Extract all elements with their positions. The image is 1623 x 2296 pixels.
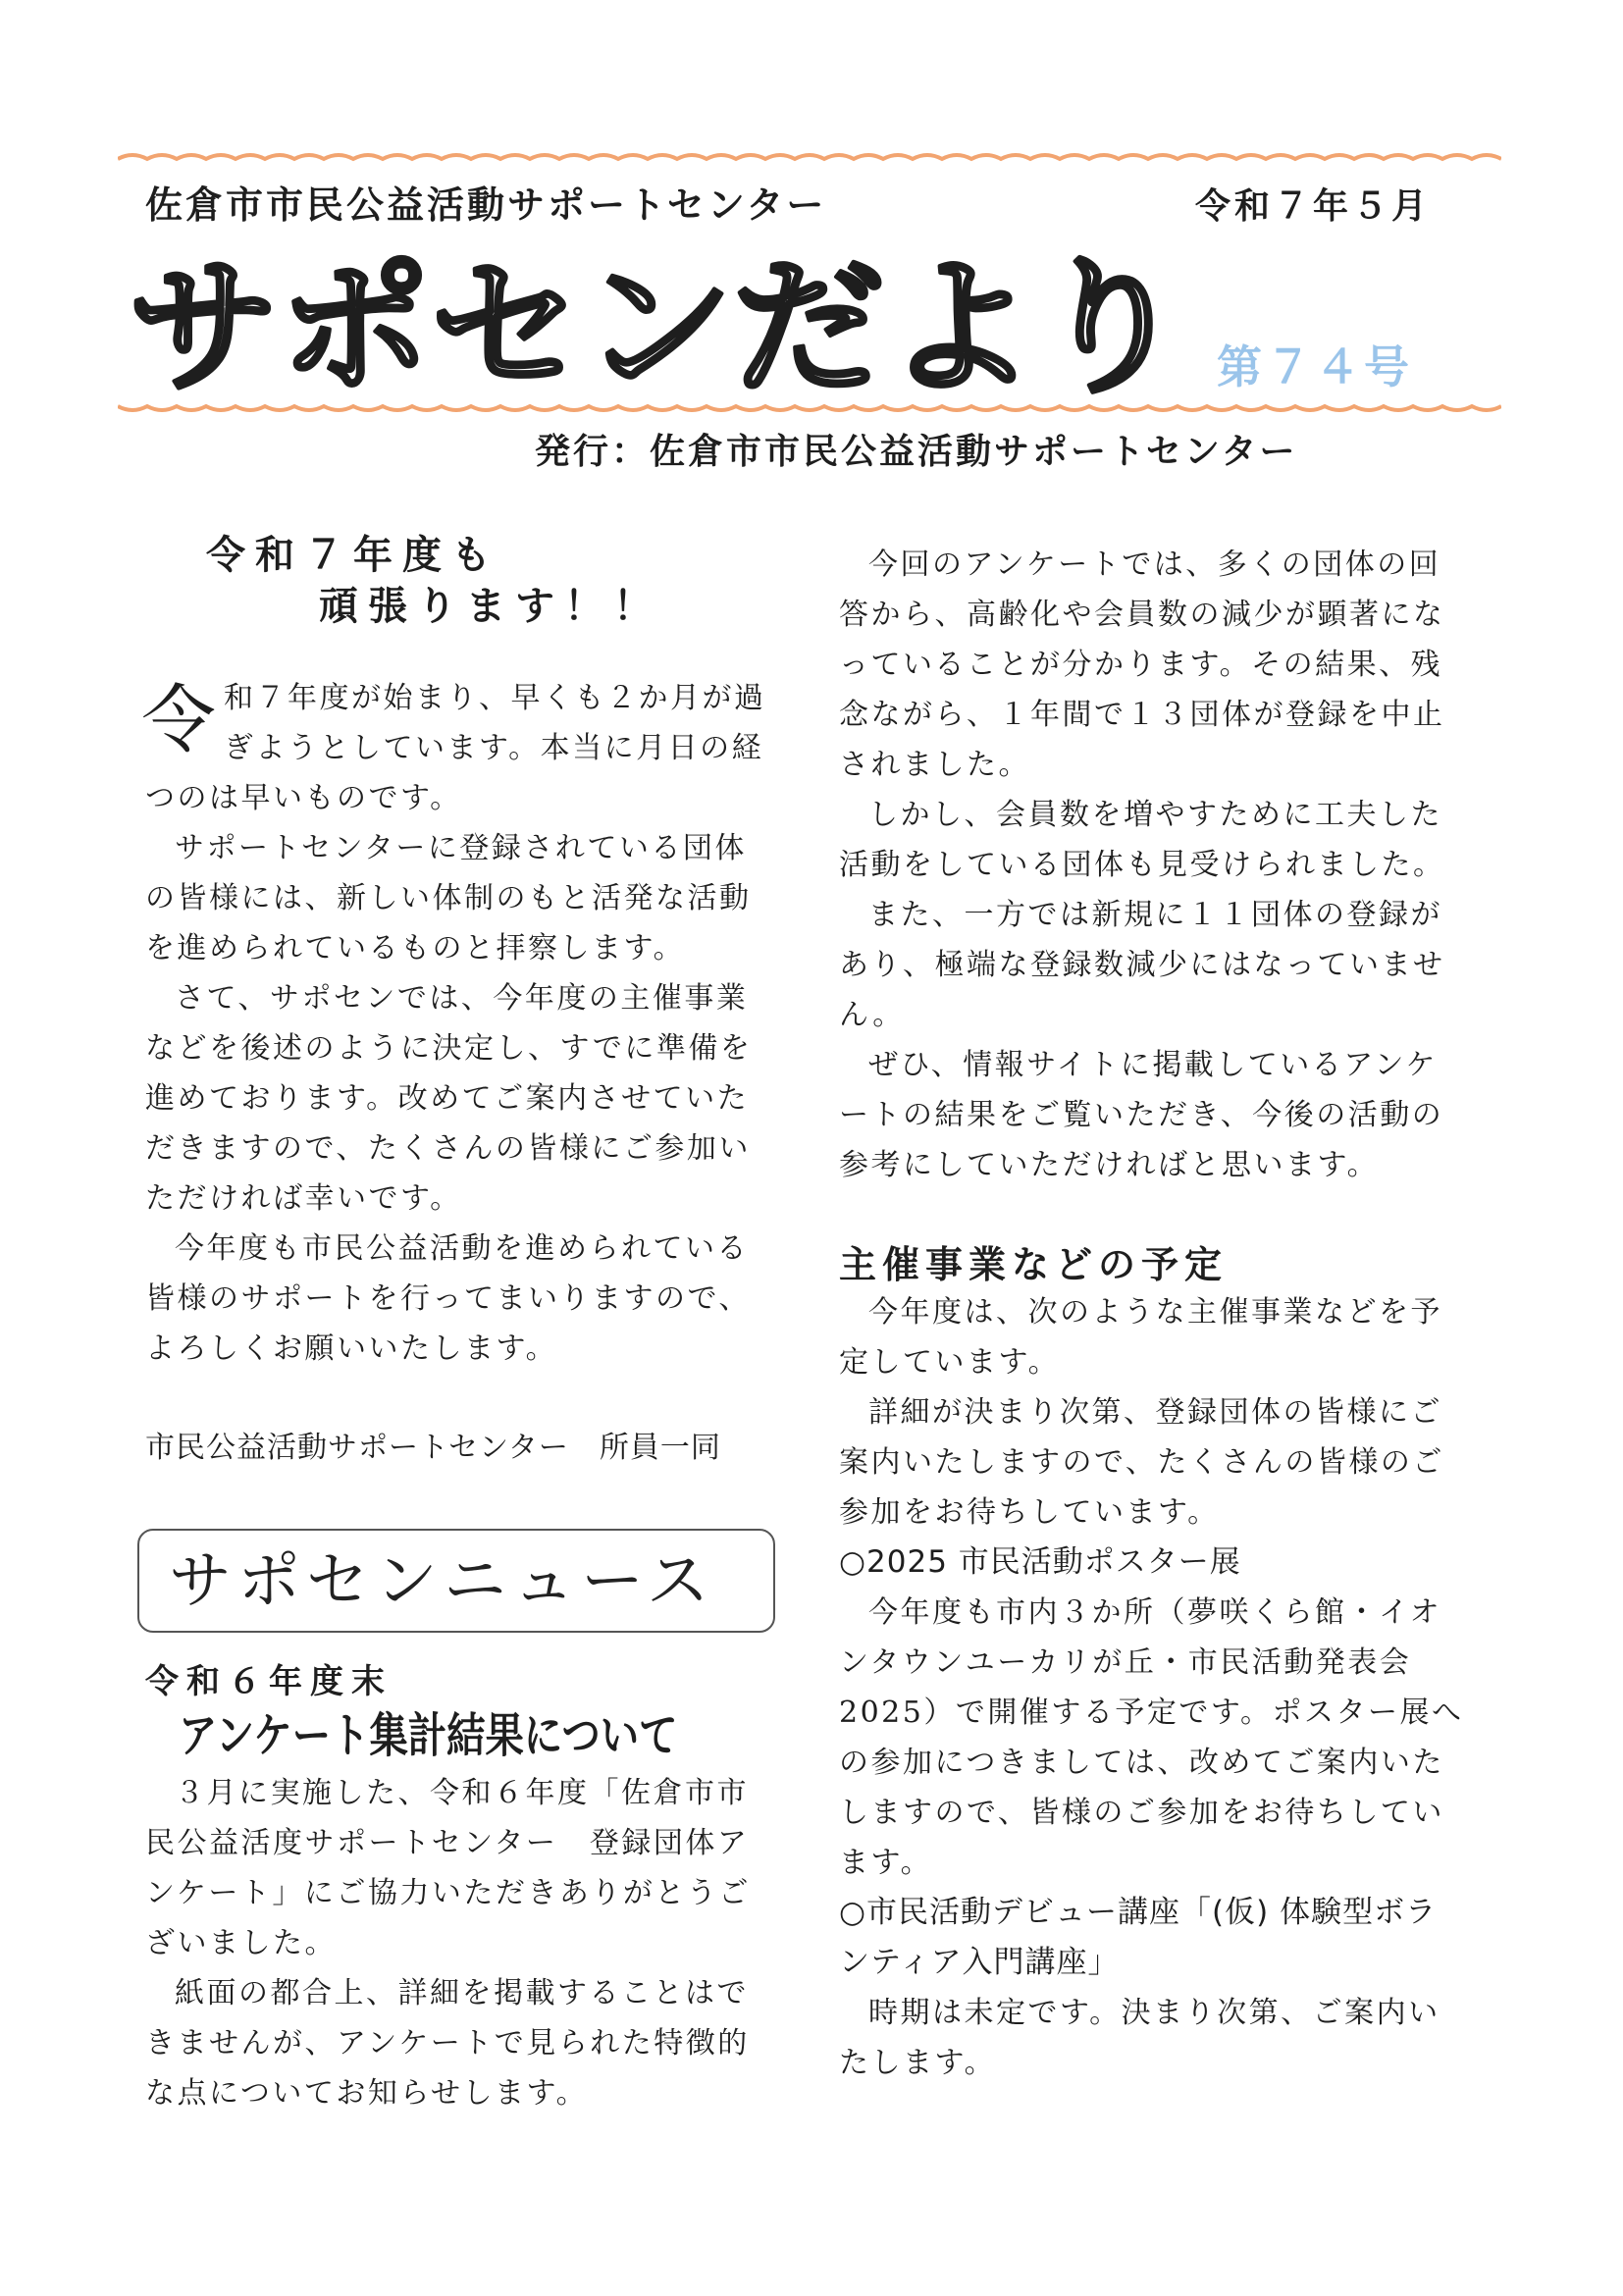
schedule-item-body: 時期は未定です。決まり次第、ご案内いたします。 xyxy=(839,1996,1440,2080)
dropcap: 令 xyxy=(141,676,219,763)
schedule-item-title: ○2025 市民活動ポスター展 xyxy=(839,1544,1241,1580)
greeting-body xyxy=(141,673,768,1374)
survey-paragraph: また、一方では新規に１１団体の登録があり、極端な登録数減少にはなっていません。 xyxy=(839,898,1445,1032)
organization-name: 佐倉市市民公益活動サポートセンター xyxy=(145,183,827,227)
issue-date: 令和７年５月 xyxy=(1195,186,1432,227)
news-subheading-year: 令和６年度末 xyxy=(145,1662,393,1701)
schedule-item-body: 今年度も市内３か所（夢咲くら館・イオンタウンユーカリが丘・市民活動発表会 2025）で開催する予定です。ポスター展への参加につきましては、改めてご案内いたしますので、皆様のご参加をお待ちしています。 xyxy=(839,1595,1464,1880)
issue-number: 第７４号 xyxy=(1217,340,1413,393)
schedule-intro: 詳細が決まり次第、登録団体の皆様にご案内いたしますので、たくさんの皆様のご参加をお待ちしています。 xyxy=(839,1395,1444,1530)
survey-body xyxy=(839,540,1467,1190)
publisher-line: 発行：佐倉市市民公益活動サポートセンター xyxy=(535,432,1298,472)
top-wavy-rule xyxy=(118,149,1501,169)
greeting-paragraph: さて、サポセンでは、今年度の主催事業などを後述のように決定し、すでに準備を進めております。改めてご案内させていただきますので、たくさんの皆様にご参加いただければ幸いです。 xyxy=(145,981,753,1216)
news-paragraph: ３月に実施した、令和６年度「佐倉市市民公益活度サポートセンター 登録団体アンケート」にご協力いただきありがとうございました。 xyxy=(145,1776,751,1960)
news-title: サポセンニュース xyxy=(169,1545,715,1618)
news-body xyxy=(145,1768,773,2118)
greeting-paragraph: サポートセンターに登録されている団体の皆様には、新しい体制のもと活発な活動を進められているものと拝察します。 xyxy=(145,831,752,965)
news-subheading-title: アンケート集計結果について xyxy=(179,1708,678,1763)
schedule-intro: 今年度は、次のような主催事業などを予定しています。 xyxy=(839,1295,1442,1380)
news-paragraph: 紙面の都合上、詳細を掲載することはできませんが、アンケートで見られた特徴的な点についてお知らせします。 xyxy=(145,1976,750,2111)
greeting-paragraph xyxy=(141,673,768,823)
schedule-body xyxy=(839,1287,1467,2088)
greeting-heading-line2: 頑張ります！！ xyxy=(319,584,662,629)
bottom-wavy-rule xyxy=(118,396,1501,416)
greeting-signature: 市民公益活動サポートセンター 所員一同 xyxy=(145,1431,721,1465)
news-title-box xyxy=(137,1529,775,1633)
schedule-heading: 主催事業などの予定 xyxy=(839,1243,1229,1286)
newsletter-title xyxy=(128,241,1217,398)
greeting-heading-line1: 令和７年度も xyxy=(206,533,500,578)
schedule-item-title: ○市民活動デビュー講座「(仮) 体験型ボランティア入門講座」 xyxy=(839,1895,1438,1980)
survey-paragraph: しかし、会員数を増やすために工夫した活動をしている団体も見受けられました。 xyxy=(839,798,1445,882)
greeting-paragraph-text: 和７年度が始まり、早くも２か月が過ぎようとしています。本当に月日の経つのは早いものです。 xyxy=(145,681,766,815)
newsletter-title-text: サポセンだより xyxy=(128,243,1187,398)
greeting-paragraph: 今年度も市民公益活動を進められている皆様のサポートを行ってまいりますので、よろしくお願いいたします。 xyxy=(145,1231,751,1366)
survey-paragraph: ぜひ、情報サイトに掲載しているアンケートの結果をご覧いただき、今後の活動の参考にしていただければと思います。 xyxy=(839,1048,1444,1182)
survey-paragraph: 今回のアンケートでは、多くの団体の回答から、高齢化や会員数の減少が顕著になっていることが分かります。その結果、残念ながら、１年間で１３団体が登録を中止されました。 xyxy=(839,548,1445,782)
